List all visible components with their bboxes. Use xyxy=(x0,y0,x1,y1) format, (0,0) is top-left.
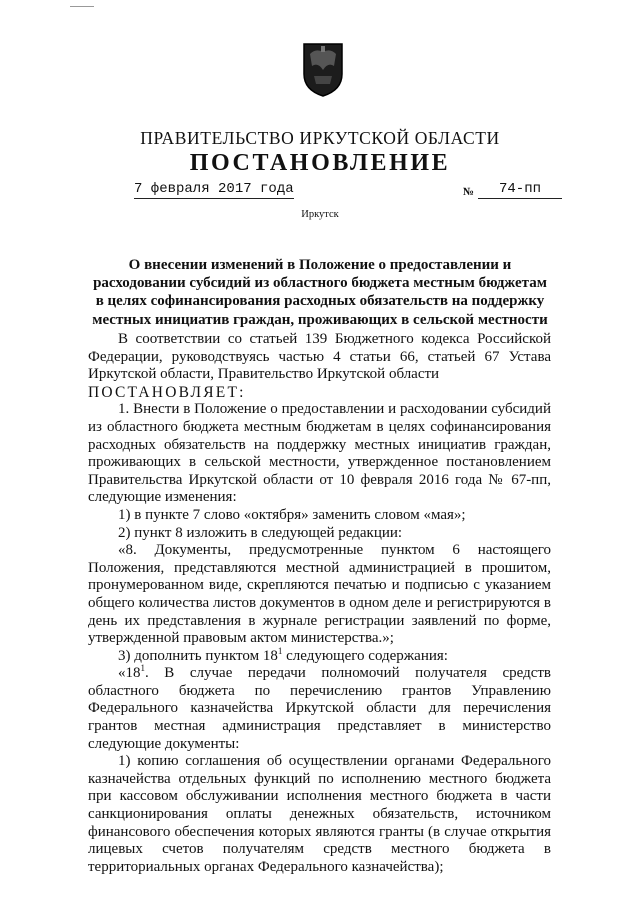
coat-of-arms-icon xyxy=(300,40,346,98)
paragraph-subitem-2: 2) пункт 8 изложить в следующей редакции: xyxy=(118,524,403,541)
document-body xyxy=(88,331,551,876)
paragraph-point-8: «8. Документы, предусмотренные пунктом 6 настоящего Положения, представляются местной администрацией в прошитом, пронумерованном виде, скрепляются печатью и подписью с указанием общего количества листов документов в одном деле и регистрируются в день их представления в журнале регистрации заявлений по форме, утвержденной правовым актом министерства.»; xyxy=(88,542,551,647)
point-18-1-text-a: «18 xyxy=(118,665,141,682)
document-heading: О внесении изменений в Положение о предоставлении и расходовании субсидий из областного бюджета местным бюджетам в целях софинансирования расходных обязательств на поддержку местных инициатив граждан, проживающих в сельской местности xyxy=(92,257,548,328)
decree-date: 7 февраля 2017 года xyxy=(134,181,294,197)
number-sign: № xyxy=(463,186,475,198)
superscript-1: 1 xyxy=(140,663,145,674)
preamble-paragraph: В соответствии со статьей 139 Бюджетного кодекса Российской Федерации, руководствуясь частью 4 статьи 66, статьей 67 Устава Иркутской области, Правительство Иркутской области xyxy=(88,331,551,383)
paragraph-document-1: 1) копию соглашения об осуществлении органами Федерального казначейства отдельных функций по исполнению местного бюджета при кассовом обслуживании исполнения местного бюджета в части санкционирования оплаты денежных обязательств, источником финансового обеспечения которых являются гранты (в случае открытия лицевых счетов получателям средств местного бюджета в территориальных органах Федерального казначейства); xyxy=(88,753,551,875)
paragraph-point-18-1 xyxy=(88,665,551,753)
paragraph-subitem-3 xyxy=(88,645,551,666)
subitem-3-text-b: следующего содержания: xyxy=(282,647,448,664)
resolves-line: ПОСТАНОВЛЯЕТ: xyxy=(88,383,246,401)
decree-number: 74-пп xyxy=(478,181,562,199)
point-18-1-text-b: . В случае передачи полномочий получателя средств областного бюджета по перечислению грантов Управлению Федерального казначейства Иркутской области для перечисления грантов местная администрация представляет в министерство следующие документы: xyxy=(88,665,551,752)
paragraph-item-1: 1. Внести в Положение о предоставлении и расходовании субсидий из областного бюджета местным бюджетам в целях софинансирования расходных обязательств на поддержку местных инициатив граждан, проживающих в сельской местности, утвержденное постановлением Правительства Иркутской области от 10 февраля 2016 года № 67-пп, следующие изменения: xyxy=(88,401,551,506)
document-type: ПОСТАНОВЛЕНИЕ xyxy=(189,150,451,176)
government-name: ПРАВИТЕЛЬСТВО ИРКУТСКОЙ ОБЛАСТИ xyxy=(140,128,500,148)
city-name: Иркутск xyxy=(301,209,339,220)
paragraph-subitem-1: 1) в пункте 7 слово «октября» заменить словом «мая»; xyxy=(118,506,466,523)
superscript-1: 1 xyxy=(277,645,283,656)
subitem-3-text-a: 3) дополнить пунктом 18 xyxy=(118,647,278,664)
scan-edge-mark xyxy=(70,6,94,7)
